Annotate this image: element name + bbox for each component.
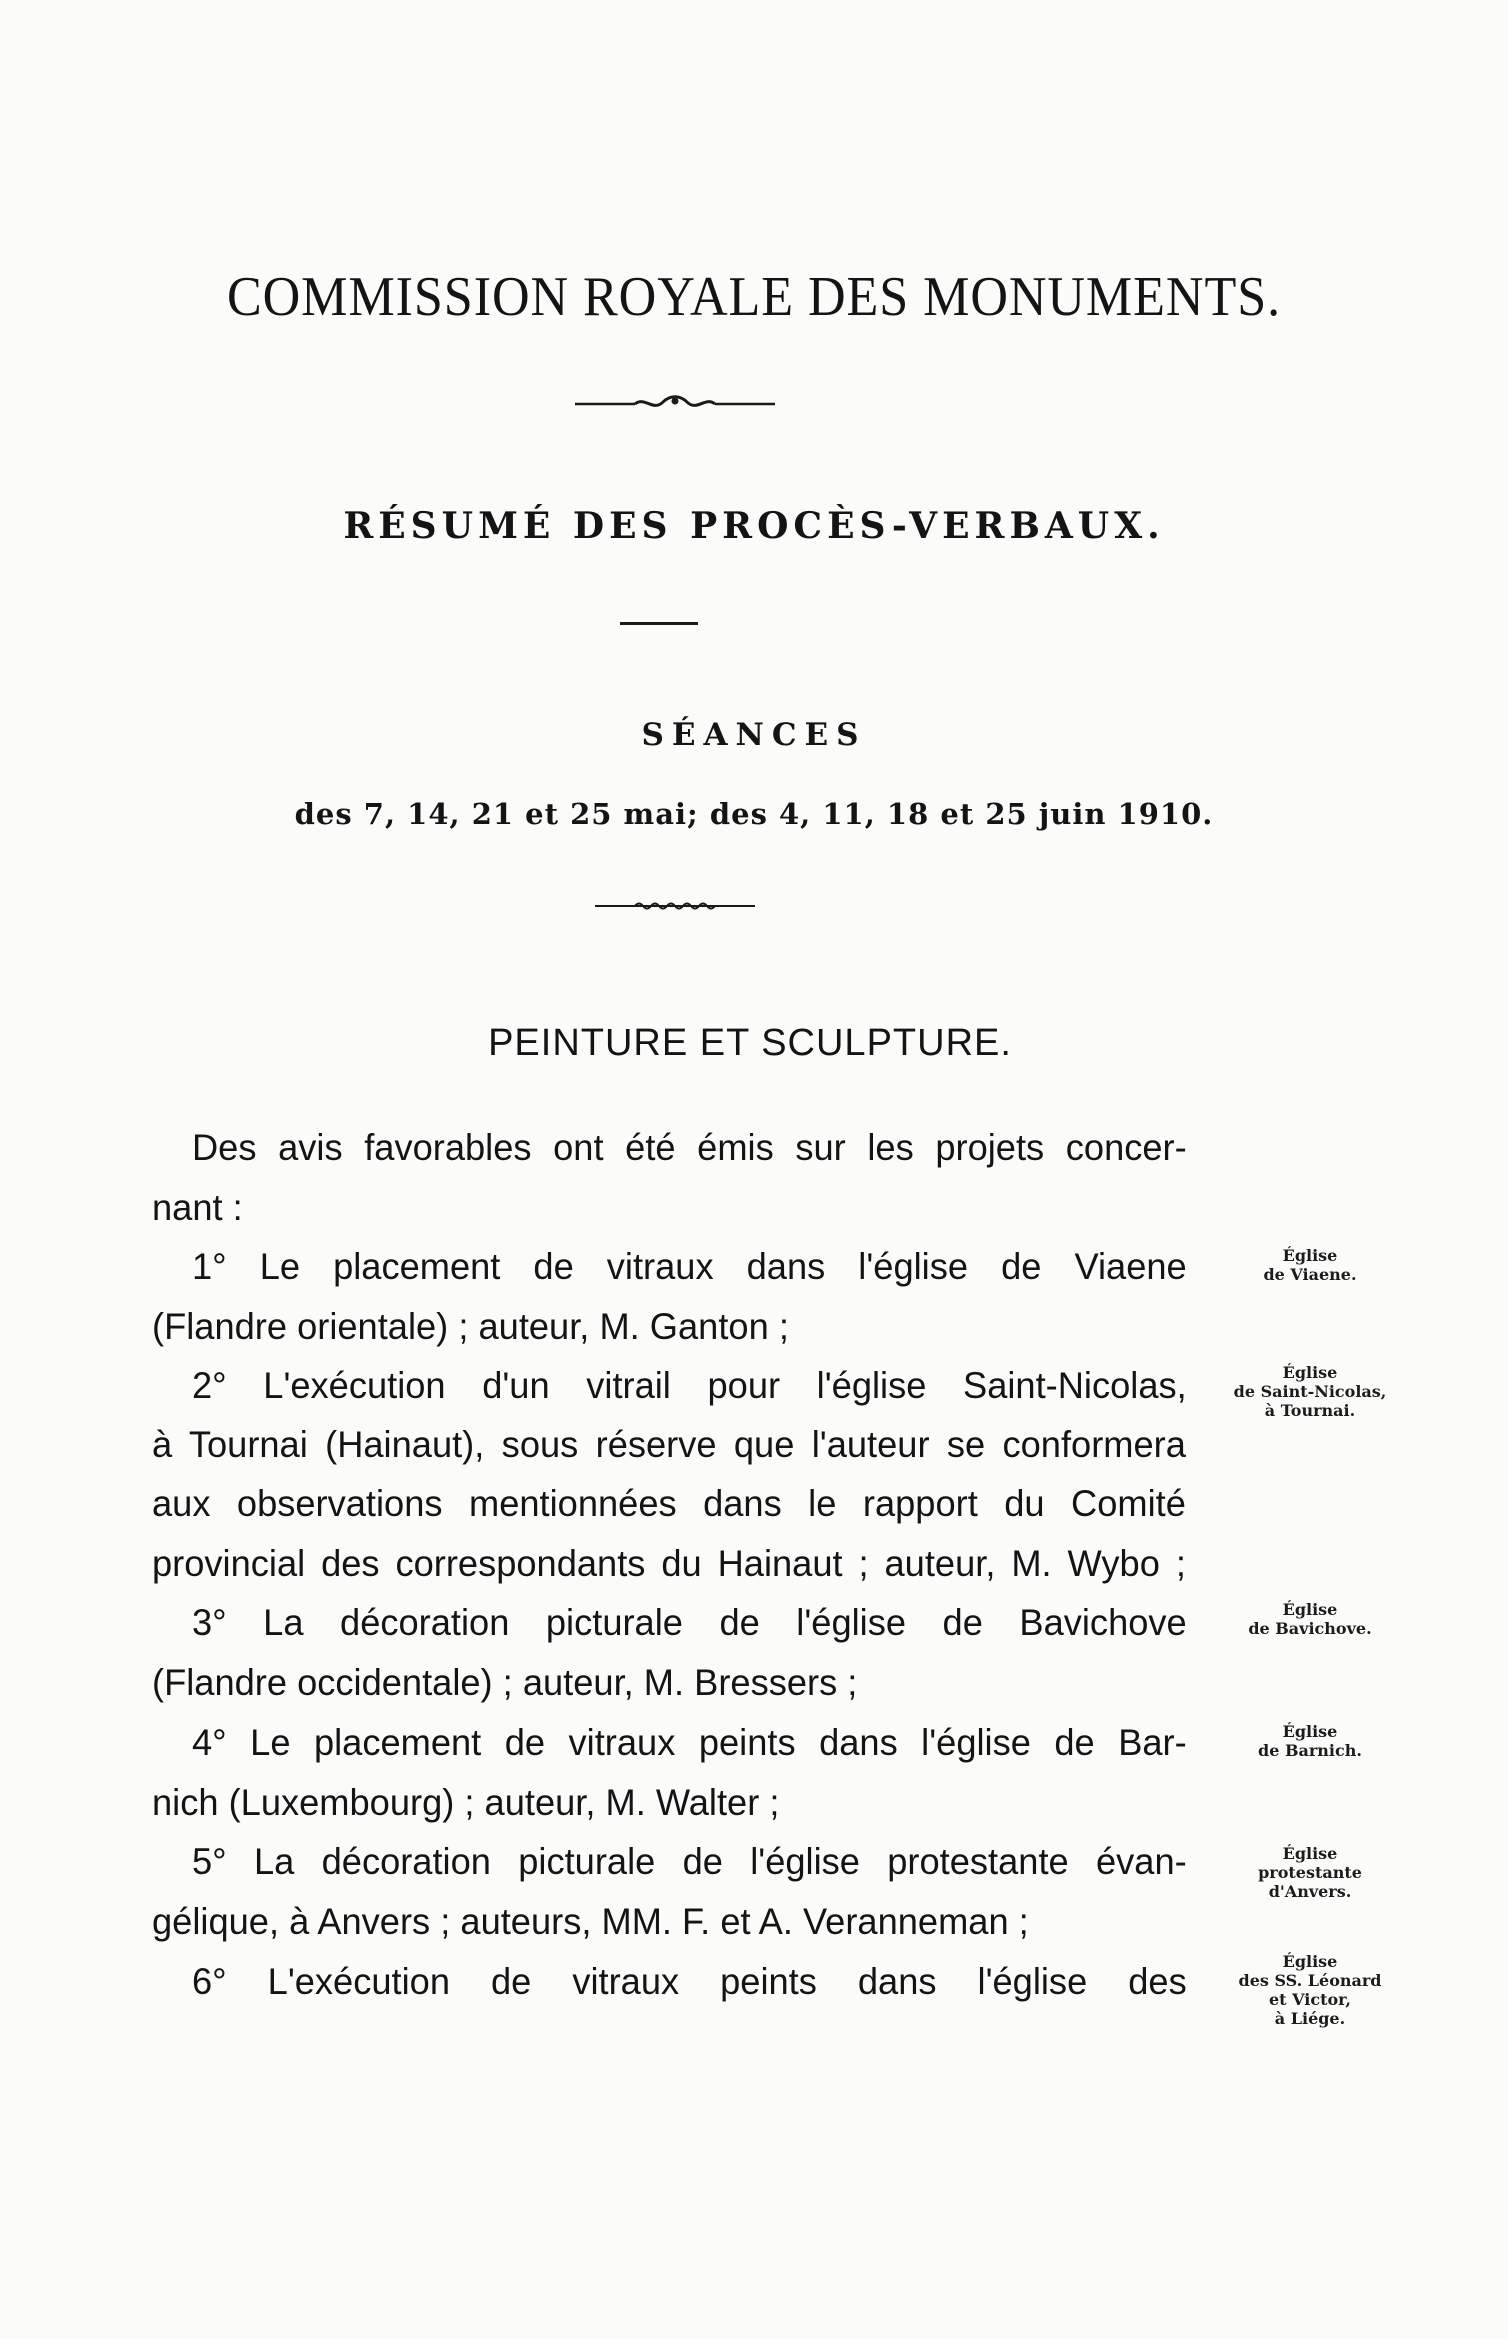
margin-note-line: d'Anvers. [1268,1882,1352,1901]
section-title: PEINTURE ET SCULPTURE. [488,1022,1012,1064]
margin-note-line: et Victor, [1269,1990,1351,2009]
margin-note-line: à Tournai. [1264,1401,1356,1420]
margin-note-barnich [1215,1722,1405,1760]
margin-note-line: de Viaene. [1263,1265,1357,1284]
paragraph-line: 3° La décoration picturale de l'église de Bavichove [192,1602,1187,1643]
paragraph-line: (Flandre orientale) ; auteur, M. Ganton ; [152,1306,789,1347]
margin-note-bavichove [1215,1600,1405,1638]
paragraph-line: aux observations mentionnées dans le rapport du Comité [152,1483,1186,1524]
document-title: COMMISSION ROYALE DES MONUMENTS. [226,266,1282,328]
paragraph-line: 4° Le placement de vitraux peints dans l'église de Bar- [192,1722,1187,1763]
margin-note-line: Église [1282,1952,1338,1971]
seances-heading: SÉANCES [641,717,867,753]
margin-note-line: de Barnich. [1258,1741,1362,1760]
margin-note-line: à Liége. [1274,2009,1346,2028]
wavy-rule-divider [595,898,755,912]
margin-note-line: des SS. Léonard [1238,1971,1382,1990]
margin-note-viaene [1215,1246,1405,1284]
paragraph-line: gélique, à Anvers ; auteurs, MM. F. et A. Veranneman ; [152,1901,1029,1942]
document-subtitle: RÉSUMÉ DES PROCÈS-VERBAUX. [343,505,1165,547]
ornament-divider [575,392,775,416]
paragraph-line: (Flandre occidentale) ; auteur, M. Bressers ; [152,1662,858,1703]
paragraph-line: 1° Le placement de vitraux dans l'église de Viaene [192,1246,1187,1287]
margin-note-line: Église [1282,1363,1338,1382]
short-rule-divider [620,622,698,625]
margin-note-line: Église [1282,1844,1338,1863]
paragraph-line: 6° L'exécution de vitraux peints dans l'église des [192,1961,1187,2002]
session-dates: des 7, 14, 21 et 25 mai; des 4, 11, 18 et 25 juin 1910. [294,797,1214,831]
paragraph-line: Des avis favorables ont été émis sur les projets concer- [192,1127,1187,1168]
paragraph-line: nant : [152,1187,243,1228]
margin-note-line: protestante [1258,1863,1362,1882]
paragraph-line: nich (Luxembourg) ; auteur, M. Walter ; [152,1782,780,1823]
margin-note-line: de Saint-Nicolas, [1233,1382,1387,1401]
margin-note-line: de Bavichove. [1248,1619,1372,1638]
margin-note-line: Église [1282,1722,1338,1741]
margin-note-line: Église [1282,1246,1338,1265]
paragraph-line: à Tournai (Hainaut), sous réserve que l'auteur se conformera [152,1424,1186,1465]
paragraph-line: 2° L'exécution d'un vitrail pour l'église Saint-Nicolas, [192,1365,1187,1406]
margin-note-line: Église [1282,1600,1338,1619]
paragraph-line: provincial des correspondants du Hainaut ; auteur, M. Wybo ; [152,1543,1186,1584]
margin-note-anvers [1215,1844,1405,1901]
margin-note-saint-nicolas [1215,1363,1405,1420]
paragraph-line: 5° La décoration picturale de l'église protestante évan- [192,1841,1187,1882]
margin-note-ss-leonard [1215,1952,1405,2028]
